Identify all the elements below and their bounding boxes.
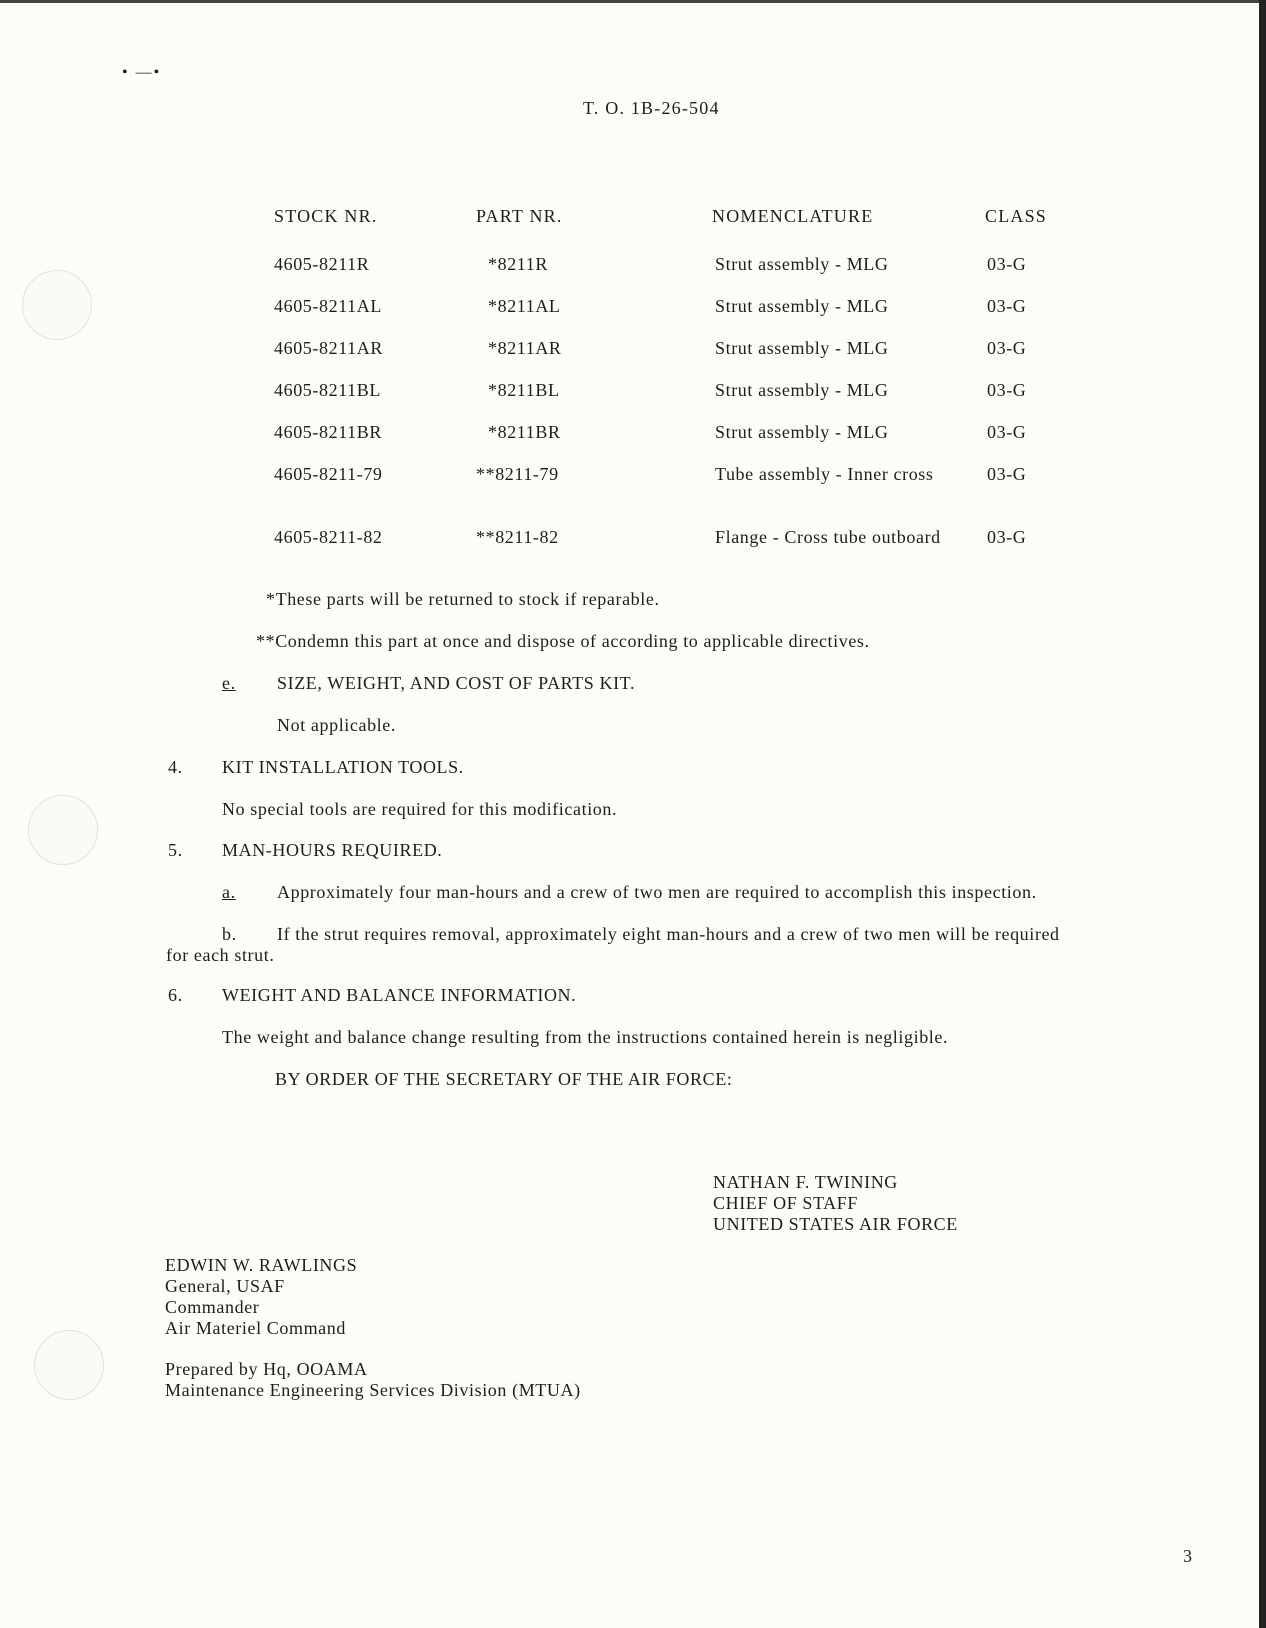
footnote-single-star: *These parts will be returned to stock if reparable.: [266, 589, 660, 609]
section-4-title: KIT INSTALLATION TOOLS.: [222, 757, 464, 777]
section-5b-text-line2: for each strut.: [166, 945, 275, 965]
signature-chief-name: NATHAN F. TWINING: [713, 1172, 898, 1192]
footnote-double-star: **Condemn this part at once and dispose of according to applicable directives.: [256, 631, 870, 651]
table-cell-nomenclature: Strut assembly - MLG: [715, 338, 889, 358]
section-e-letter: e.: [222, 673, 236, 693]
punch-hole: [28, 795, 98, 865]
table-cell-stock: 4605-8211BR: [274, 422, 382, 442]
table-cell-nomenclature: Tube assembly - Inner cross: [715, 464, 934, 484]
table-cell-class: 03-G: [987, 254, 1027, 274]
col-header-nomenclature: NOMENCLATURE: [712, 206, 874, 226]
table-cell-nomenclature: Strut assembly - MLG: [715, 380, 889, 400]
table-cell-nomenclature: Strut assembly - MLG: [715, 254, 889, 274]
col-header-part: PART NR.: [476, 206, 563, 226]
table-cell-part: *8211BR: [488, 422, 561, 442]
col-header-class: CLASS: [985, 206, 1048, 226]
scan-right-edge: [1259, 0, 1266, 1628]
scan-top-edge: [0, 0, 1266, 3]
signature-chief-org: UNITED STATES AIR FORCE: [713, 1214, 958, 1234]
section-5a-text: Approximately four man-hours and a crew of two men are required to accomplish this inspection.: [277, 882, 1037, 902]
section-4-number: 4.: [168, 757, 183, 777]
section-4-text: No special tools are required for this modification.: [222, 799, 618, 819]
table-cell-nomenclature: Flange - Cross tube outboard: [715, 527, 941, 547]
table-cell-stock: 4605-8211-79: [274, 464, 383, 484]
table-cell-class: 03-G: [987, 338, 1027, 358]
section-5b-letter: b.: [222, 924, 237, 944]
section-5-number: 5.: [168, 840, 183, 860]
table-cell-stock: 4605-8211R: [274, 254, 370, 274]
table-cell-class: 03-G: [987, 464, 1027, 484]
col-header-stock: STOCK NR.: [274, 206, 378, 226]
table-cell-class: 03-G: [987, 296, 1027, 316]
section-5a-letter: a.: [222, 882, 236, 902]
signature-chief-title: CHIEF OF STAFF: [713, 1193, 858, 1213]
section-e-text: Not applicable.: [277, 715, 396, 735]
table-cell-part: **8211-79: [476, 464, 559, 484]
page-number: 3: [1183, 1546, 1193, 1566]
table-cell-class: 03-G: [987, 422, 1027, 442]
signature-commander-org: Air Materiel Command: [165, 1318, 346, 1338]
section-e-title: SIZE, WEIGHT, AND COST OF PARTS KIT.: [277, 673, 636, 693]
table-cell-stock: 4605-8211AL: [274, 296, 382, 316]
punch-hole: [34, 1330, 104, 1400]
signature-commander-title: Commander: [165, 1297, 260, 1317]
table-cell-part: *8211BL: [488, 380, 560, 400]
signature-commander-rank: General, USAF: [165, 1276, 285, 1296]
table-cell-class: 03-G: [987, 380, 1027, 400]
table-cell-stock: 4605-8211-82: [274, 527, 383, 547]
section-5-title: MAN-HOURS REQUIRED.: [222, 840, 443, 860]
section-6-number: 6.: [168, 985, 183, 1005]
table-cell-part: **8211-82: [476, 527, 559, 547]
section-5b-text-line1: If the strut requires removal, approximately eight man-hours and a crew of two men will be required: [277, 924, 1060, 944]
prepared-by-line2: Maintenance Engineering Services Division (MTUA): [165, 1380, 581, 1400]
section-6-text: The weight and balance change resulting from the instructions contained herein is negligible.: [222, 1027, 949, 1047]
section-6-title: WEIGHT AND BALANCE INFORMATION.: [222, 985, 577, 1005]
punch-hole: [22, 270, 92, 340]
table-cell-part: *8211AR: [488, 338, 562, 358]
table-cell-part: *8211R: [488, 254, 548, 274]
table-cell-part: *8211AL: [488, 296, 561, 316]
scan-mark: • —•: [122, 64, 162, 81]
signature-commander-name: EDWIN W. RAWLINGS: [165, 1255, 358, 1275]
order-line: BY ORDER OF THE SECRETARY OF THE AIR FORCE:: [275, 1069, 733, 1089]
prepared-by-line1: Prepared by Hq, OOAMA: [165, 1359, 368, 1379]
table-cell-nomenclature: Strut assembly - MLG: [715, 296, 889, 316]
doc-number: T. O. 1B-26-504: [583, 98, 720, 118]
table-cell-stock: 4605-8211AR: [274, 338, 383, 358]
table-cell-stock: 4605-8211BL: [274, 380, 381, 400]
table-cell-nomenclature: Strut assembly - MLG: [715, 422, 889, 442]
table-cell-class: 03-G: [987, 527, 1027, 547]
